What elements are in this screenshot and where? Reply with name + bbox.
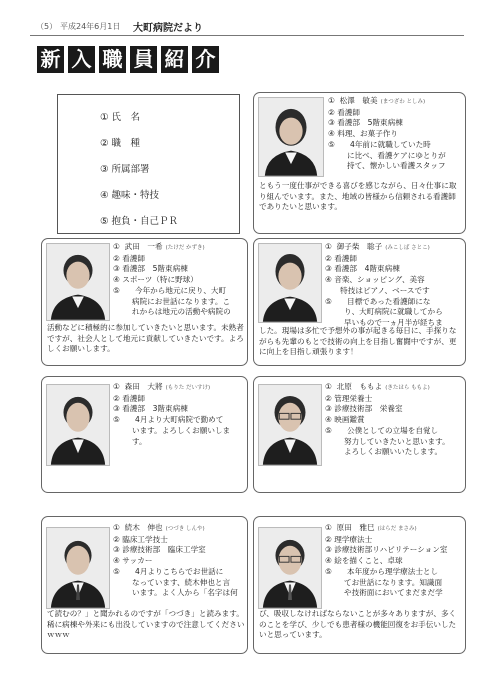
staff-pr: ⑤ 4月より大町病院で勤めて bbox=[113, 415, 224, 425]
staff-card bbox=[253, 92, 466, 234]
title-char: 員 bbox=[130, 46, 157, 73]
legend-item: ③ 所属部署 bbox=[100, 164, 150, 175]
staff-pr: す。 bbox=[132, 436, 147, 446]
staff-name-line bbox=[328, 96, 464, 108]
staff-name: 武田 一希 bbox=[124, 242, 163, 251]
item-num: ① bbox=[113, 523, 120, 532]
staff-item: ② 看護師 bbox=[325, 253, 358, 263]
staff-pr: ともう一度仕事ができる喜びを感じながら、日々仕事に取り組んでいます。また、地域の皆様から信頼される看護師でありたいと思います。 bbox=[259, 181, 457, 212]
staff-card bbox=[41, 238, 248, 366]
staff-pr: ⑤ 目標であった看護師にな bbox=[325, 296, 431, 306]
item-num: ① bbox=[328, 96, 335, 105]
staff-name-line bbox=[325, 242, 465, 254]
staff-pr: 努力していきたいと思います。 bbox=[344, 436, 450, 446]
page-title bbox=[37, 46, 219, 73]
legend-item: ② 職 種 bbox=[100, 138, 141, 149]
staff-item: ③ 看護部 5階東病棟 bbox=[328, 118, 403, 128]
staff-card bbox=[253, 238, 466, 366]
item-num: ① bbox=[113, 242, 120, 251]
staff-reading: (はらだ まさみ) bbox=[377, 526, 417, 532]
staff-item: ② 看護師 bbox=[113, 253, 146, 263]
staff-pr: います。よく人から「名字は何 bbox=[132, 588, 238, 598]
staff-photo bbox=[46, 527, 110, 609]
staff-name: 森田 大將 bbox=[124, 382, 163, 391]
staff-item: ③ 診療技術部 栄養室 bbox=[325, 404, 403, 414]
staff-name: 続木 伸也 bbox=[124, 523, 163, 532]
staff-item: ② 看護師 bbox=[328, 107, 361, 117]
title-char: 職 bbox=[99, 46, 126, 73]
staff-pr: ⑤ 公僕としての立場を自覚し bbox=[325, 425, 439, 435]
staff-card bbox=[41, 376, 248, 493]
staff-item: ④ サッカー bbox=[113, 556, 153, 566]
legend-box bbox=[57, 94, 240, 234]
staff-item: ③ 診療技術部 臨床工学室 bbox=[113, 545, 206, 555]
title-char: 入 bbox=[68, 46, 95, 73]
staff-name: 松澤 敏美 bbox=[339, 96, 378, 105]
staff-item: ③ 看護部 5階東病棟 bbox=[113, 264, 188, 274]
page-number: （5） bbox=[36, 22, 58, 31]
staff-item: ② 理学療法士 bbox=[325, 534, 373, 544]
staff-name-line bbox=[113, 382, 247, 394]
staff-reading: (たけだ かずき) bbox=[165, 245, 205, 251]
staff-photo bbox=[258, 384, 322, 466]
staff-pr: れからは地元の活動や病院の bbox=[132, 307, 231, 317]
staff-pr: て読むの？」と聞かれるのですが「つづき」と読みます。稀に病棟や外来にも出没していますので注意してくださいｗｗｗ bbox=[47, 609, 245, 640]
staff-name-line bbox=[113, 242, 247, 254]
staff-item: ④ 絵を描くこと、卓球 bbox=[325, 556, 403, 566]
staff-item: ④ 映画鑑賞 bbox=[325, 415, 365, 425]
staff-pr: 病院にお世話になります。こ bbox=[132, 296, 231, 306]
staff-photo bbox=[46, 384, 110, 466]
staff-photo bbox=[258, 527, 322, 609]
staff-pr: ⑤ 4月よりこちらでお世話に bbox=[113, 566, 224, 576]
staff-pr: ⑤ 4年前に就職していた時 bbox=[328, 139, 431, 149]
staff-item: ③ 看護部 4階東病棟 bbox=[325, 264, 400, 274]
staff-pr: 活動などに積極的に参加していきたいと思います。未熟者ですが、社会人として地元に貢献していきたいです。よろしくお願いします。 bbox=[47, 323, 244, 354]
staff-pr: び、吸収しなければならないことが多々ありますが、多くのことを学び、少しでも患者様の機能回復をお手伝いしたいと思っています。 bbox=[259, 609, 457, 640]
staff-pr: います。よろしくお願いしま bbox=[132, 425, 231, 435]
staff-item: ③ 看護部 3階東病棟 bbox=[113, 404, 188, 414]
staff-photo bbox=[258, 97, 324, 177]
newsletter-name: 大町病院だより bbox=[133, 23, 203, 34]
staff-name-line bbox=[325, 382, 465, 394]
item-num: ① bbox=[113, 382, 120, 391]
staff-item: ④ 料理、お菓子作り bbox=[328, 129, 398, 139]
staff-reading: (つづき しんや) bbox=[165, 526, 205, 532]
staff-pr: 早いもので一ヵ月半が経ちま bbox=[344, 317, 443, 327]
staff-photo bbox=[46, 243, 110, 321]
staff-reading: (みこしば さとこ) bbox=[385, 245, 430, 251]
item-num: ① bbox=[325, 242, 332, 251]
item-num: ① bbox=[325, 523, 332, 532]
staff-item: ③ 診療技術部リハビリテーション室 bbox=[325, 545, 448, 555]
staff-card bbox=[253, 376, 466, 493]
staff-reading: (もりた だいすけ) bbox=[165, 385, 211, 391]
title-char: 紹 bbox=[161, 46, 188, 73]
staff-photo bbox=[258, 243, 322, 323]
legend-item: ① 氏 名 bbox=[100, 112, 141, 123]
staff-name-line bbox=[325, 523, 465, 535]
staff-pr: てお世話になります。知識面 bbox=[344, 577, 443, 587]
item-num: ① bbox=[325, 382, 332, 391]
title-char: 新 bbox=[37, 46, 64, 73]
newsletter-header bbox=[30, 18, 464, 36]
staff-reading: (まつざわ としみ) bbox=[380, 99, 426, 105]
legend-item: ④ 趣味・特技 bbox=[100, 190, 160, 201]
staff-item: ② 管理栄養士 bbox=[325, 393, 373, 403]
staff-name-line bbox=[113, 523, 247, 535]
title-char: 介 bbox=[192, 46, 219, 73]
staff-name: 北原 ももよ bbox=[336, 382, 383, 391]
staff-pr: 持て、懐かしい看護スタッフ bbox=[347, 161, 446, 171]
staff-pr: に比べ、看護ケアにゆとりが bbox=[347, 150, 446, 160]
header-rule bbox=[30, 35, 464, 36]
staff-pr: した。現場は多忙で予想外の事が起きる毎日に、手探りながらも先輩のもとで技術の向上を目指し奮闘中ですが、更に向上を目指し頑張ります！ bbox=[259, 326, 457, 357]
staff-name: 御子柴 聡子 bbox=[336, 242, 383, 251]
staff-card bbox=[41, 516, 248, 654]
staff-item: ② 看護師 bbox=[113, 393, 146, 403]
staff-card bbox=[253, 516, 466, 654]
staff-pr: り、大町病院に就職してから bbox=[344, 307, 443, 317]
legend-item: ⑤ 抱負・自己ＰＲ bbox=[100, 216, 179, 227]
staff-pr: や技術面においてまだまだ学 bbox=[344, 588, 443, 598]
issue-date: 平成24年6月1日 bbox=[60, 22, 121, 31]
staff-item: 特技はピアノ、ベースです bbox=[325, 285, 430, 295]
staff-pr: ⑤ 今年から地元に戻り、大町 bbox=[113, 285, 227, 295]
staff-reading: (きたはら ももよ) bbox=[385, 385, 430, 391]
staff-pr: ⑤ 本年度から理学療法士とし bbox=[325, 566, 439, 576]
staff-name: 原田 雅巳 bbox=[336, 523, 375, 532]
staff-pr: なっています、続木伸也と言 bbox=[132, 577, 231, 587]
staff-pr: よろしくお願いいたします。 bbox=[344, 447, 443, 457]
staff-item: ④ 音楽、ショッピング、美容 bbox=[325, 275, 425, 285]
staff-item: ④ スポーツ（特に野球） bbox=[113, 275, 198, 285]
staff-item: ② 臨床工学技士 bbox=[113, 534, 168, 544]
